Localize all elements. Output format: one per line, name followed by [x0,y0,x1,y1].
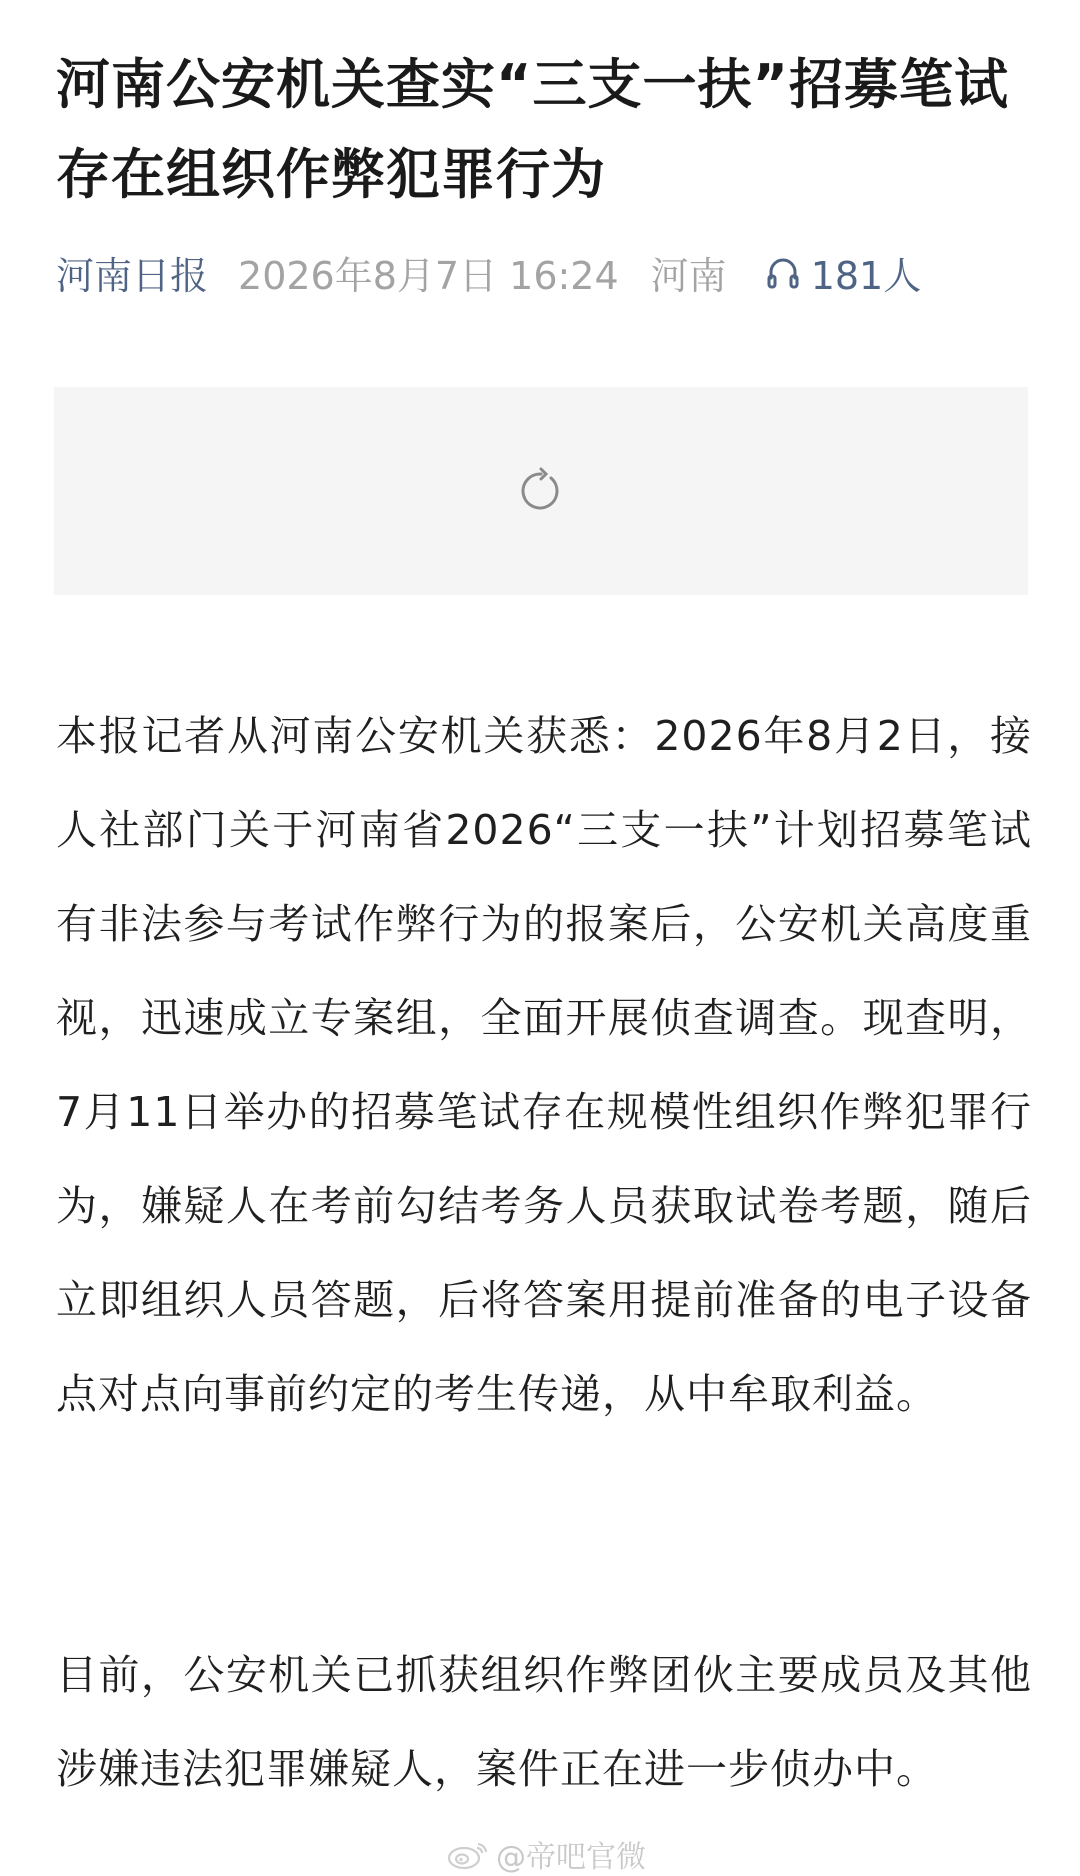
article-meta [56,244,921,300]
media-placeholder[interactable] [54,387,1028,595]
listen-count-button[interactable] [763,245,922,300]
listen-count: 181人 [810,253,922,298]
article-source[interactable]: 河南日报 [56,253,209,298]
article-region: 河南 [650,253,727,298]
article-paragraph-2: 目前，公安机关已抓获组织作弊团伙主要成员及其他涉嫌违法犯罪嫌疑人，案件正在进一步侦办中。 [56,1651,1032,1793]
article-date: 2026年8月7日 16:24 [238,253,619,298]
article-title: 河南公安机关查实“三支一扶”招募笔试存在组织作弊犯罪行为 [56,53,1009,206]
article-paragraph-1: 本报记者从河南公安机关获悉：2026年8月2日，接人社部门关于河南省2026“三支一扶”计划招募笔试有非法参与考试作弊行为的报案后，公安机关高度重视，迅速成立专案组，全面开展侦查调查。现查明，7月11日举办的招募笔试存在规模性组织作弊犯罪行为，嫌疑人在考前勾结考务人员获取试卷考题，随后立即组织人员答题，后将答案用提前准备的电子设备点对点向事前约定的考生传递，从中牟取利益。 [56,712,1032,1418]
headphones-icon [763,252,803,292]
watermark-text: @帝吧官微 [496,1840,646,1875]
weibo-logo-icon [446,1838,490,1870]
loading-spinner-icon [517,467,565,515]
watermark [446,1836,646,1875]
